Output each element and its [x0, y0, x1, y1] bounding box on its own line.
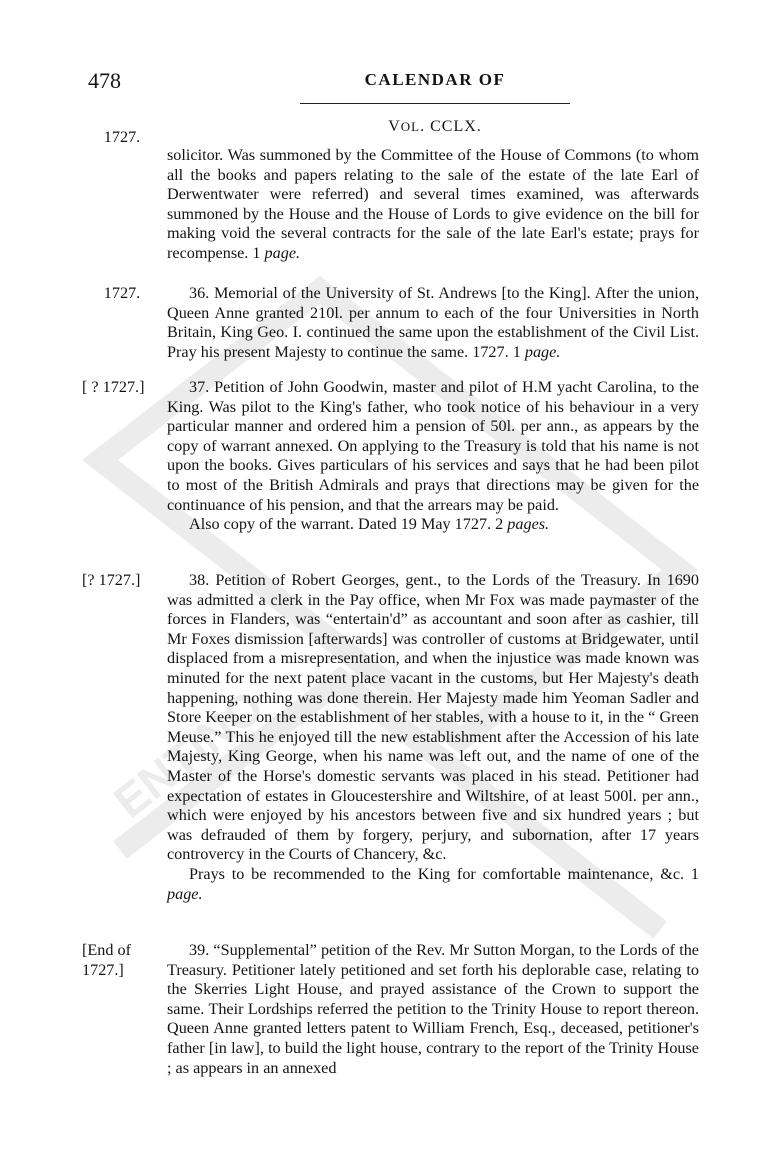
entry-text: 38. Petition of Robert Georges, gent., to the Lords of the Treasury. In 1690 was admitted a clerk in the Pay office, when Mr Fox was made paymaster of the forces in Flanders, was “entertain'd” as accountant and soon after as cashier, till Mr Foxes dismission [afterwards] was controller of customs at Bridgewater, until displaced from a misrepresentation, and when the injustice was made known was minuted for the next patent place vacant in the customs, but Her Majesty's death happening, nothing was done therein. Her Majesty made him Yeoman Sadler and Store Keeper on the establishment of her stables, with a house to it, in the “ Green Meuse.” This he enjoyed till the new establishment after the Accession of his late Majesty, King George, when his name was left out, and the name of one of the Master of the Horse's domestic servants was placed in his stead. Petitioner had expectation of estates in Gloucestershire and Wiltshire, of at least 500l. per ann., which were enjoyed by his ancestors between five and six hundred years ; but was defrauded of them by forgery, perjury, and subornation, after 17 years controvercy in the Courts of Chancery, &c.: [167, 571, 699, 864]
entry-continuation: [167, 146, 699, 264]
head-rule: [300, 103, 570, 104]
margin-date-36: 1727.: [103, 284, 141, 302]
entry-text: Also copy of the warrant. Dated 19 May 1727. 2: [189, 515, 508, 534]
entry-text: solicitor. Was summoned by the Committee of the House of Commons (to whom all the books and papers relating to the sale of the estate of the late Earl of Derwentwater were referred) and several times examined, was afterwards summoned by the House and the House of Lords to give evidence on the bill for making void the several contracts for the sale of the late Earl's estate; prays for recompense. 1: [167, 146, 699, 262]
margin-date-37: [ ? 1727.]: [82, 378, 145, 396]
margin-date-1: 1727.: [103, 128, 141, 146]
page-number: 478: [88, 68, 121, 93]
watermark-text: ENTINO: [104, 679, 274, 828]
entry-pages: page.: [264, 243, 301, 262]
entry-pages: page.: [524, 342, 561, 361]
volume-rest: . CCLX.: [420, 118, 482, 135]
entry-pages: page.: [167, 884, 203, 903]
entry-pages: pages.: [507, 515, 550, 534]
margin-date-38: [? 1727.]: [82, 571, 141, 589]
entry-text: 37. Petition of John Goodwin, master and pilot of H.M yacht Carolina, to the King. Was pilot to the King's father, who took notice of his behaviour in a very particular manner and ordered him a pension of 50l. per ann., as appears by the copy of warrant annexed. On applying to the Treasury is told that his name is not upon the books. Gives particulars of his services and says that he had been pilot to most of the British Admirals and prays that directions may be given for the continuance of his pension, and that the arrears may be paid.: [167, 378, 699, 514]
entry-text: 39. “Supplemental” petition of the Rev. Mr Sutton Morgan, to the Lords of the Treasury. Petitioner lately petitioned and set forth his deplorable case, relating to the Skerries Light House, and prayed assistance of the Crown to support the same. Their Lordships referred the petition to the Trinity House to report thereon. Queen Anne granted letters patent to William French, Esq., deceased, petitioner's father [in law], to build the light house, contrary to the report of the Trinity House ; as appears in an annexed: [167, 941, 699, 1077]
entry-text: 36. Memorial of the University of St. Andrews [to the King]. After the union, Queen Anne granted 210l. per annum to each of the four Universities in North Britain, King Geo. I. continued the same upon the establishment of the Civil List. Pray his present Majesty to continue the same. 1727. 1: [167, 284, 699, 361]
volume-prefix: V: [388, 118, 401, 135]
entry-36: [167, 284, 699, 362]
entry-38: [167, 571, 699, 904]
volume-small: OL: [400, 119, 421, 134]
margin-date-39: [End of 1727.]: [82, 941, 131, 979]
running-head: CALENDAR OF: [364, 70, 506, 89]
entry-37: [167, 378, 699, 535]
volume-heading: [330, 118, 540, 136]
entry-text: Prays to be recommended to the King for comfortable maintenance, &c. 1: [189, 864, 699, 883]
entry-39: [167, 941, 699, 1078]
